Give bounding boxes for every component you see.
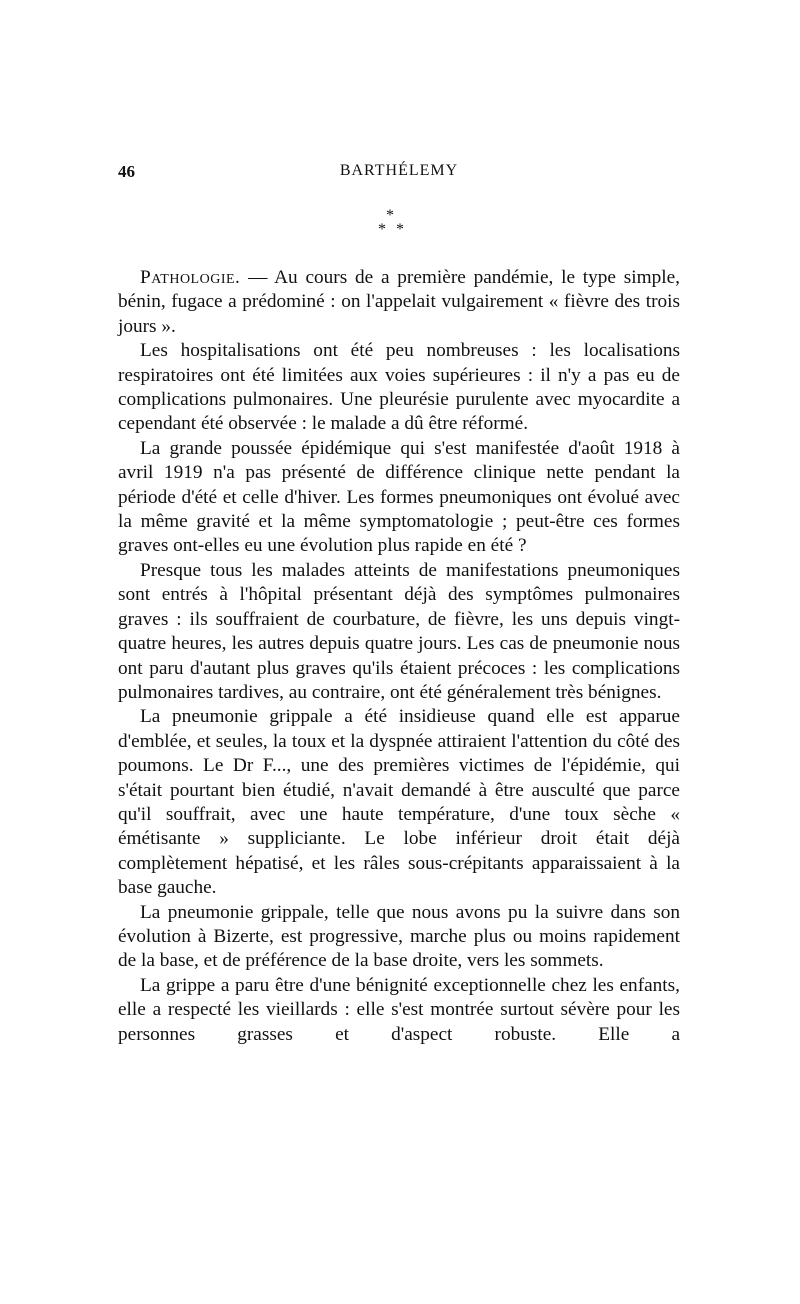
page-header [118, 162, 680, 186]
paragraph-continued: La grippe a paru être d'une bénignité exceptionnelle chez les enfants, elle a respecté les vieillards : elle s'est montrée surtout sévère pour les personnes grasses et d'aspect robuste. Elle a [118, 974, 680, 1045]
paragraph: Les hospitalisations ont été peu nombreuses : les localisations respiratoires ont été limitées aux voies supérieures : il n'y a pas eu de complications pulmonaires. Une pleurésie purulente avec myocardite a cependant été observée : le malade a dû être réformé. [118, 340, 680, 435]
paragraph: La pneumonie grippale, telle que nous avons pu la suivre dans son évolution à Bizerte, est progressive, marche plus ou moins rapidement de la base, et de préférence de la base droite, vers les sommets. [118, 901, 680, 972]
running-head: BARTHÉLEMY [339, 162, 459, 179]
asterism-ornament [370, 206, 410, 246]
paragraph: Presque tous les malades atteints de manifestations pneumoniques sont entrés à l'hôpital présentant déjà des symptômes pulmonaires graves : ils souffraient de courbature, de fièvre, les uns depuis vingt-quatre heures, les autres depuis quatre jours. Les cas de pneumonie nous ont paru d'autant plus graves qu'ils étaient précoces : les complications pulmonaires tardives, au contraire, ont été généralement très bénignes. [118, 559, 680, 703]
paragraph-pathologie [118, 266, 680, 339]
paragraph: La grande poussée épidémique qui s'est manifestée d'août 1918 à avril 1919 n'a pas présenté de différence clinique nette pendant la période d'été et celle d'hiver. Les formes pneumoniques ont évolué avec la même gravité et la même symptomatologie ; peut-être ces formes graves ont-elles eu une évolution plus rapide en été ? [118, 437, 680, 557]
paragraph-text: — Au cours de a première pandémie, le type simple, bénin, fugace a prédominé : on l'appelait vulgairement « fièvre des trois jours ». [118, 267, 680, 337]
ornament-star: * [386, 207, 394, 224]
section-heading: Pathologie. [140, 267, 241, 288]
body-text [118, 266, 680, 1047]
paragraph: La pneumonie grippale a été insidieuse quand elle est apparue d'emblée, et seules, la toux et la dyspnée attiraient l'attention du côté des poumons. Le Dr F..., une des premières victimes de l'épidémie, qui s'était pourtant bien étudié, n'avait demandé à être ausculté que parce qu'il souffrait, avec une haute température, d'une toux sèche « émétisante » suppliciante. Le lobe inférieur droit était déjà complètement hépatisé, et les râles sous-crépitants apparaissaient à la base gauche. [118, 706, 680, 899]
ornament-star: * [396, 221, 404, 238]
ornament-star: * [378, 221, 386, 238]
page-number: 46 [118, 162, 135, 181]
